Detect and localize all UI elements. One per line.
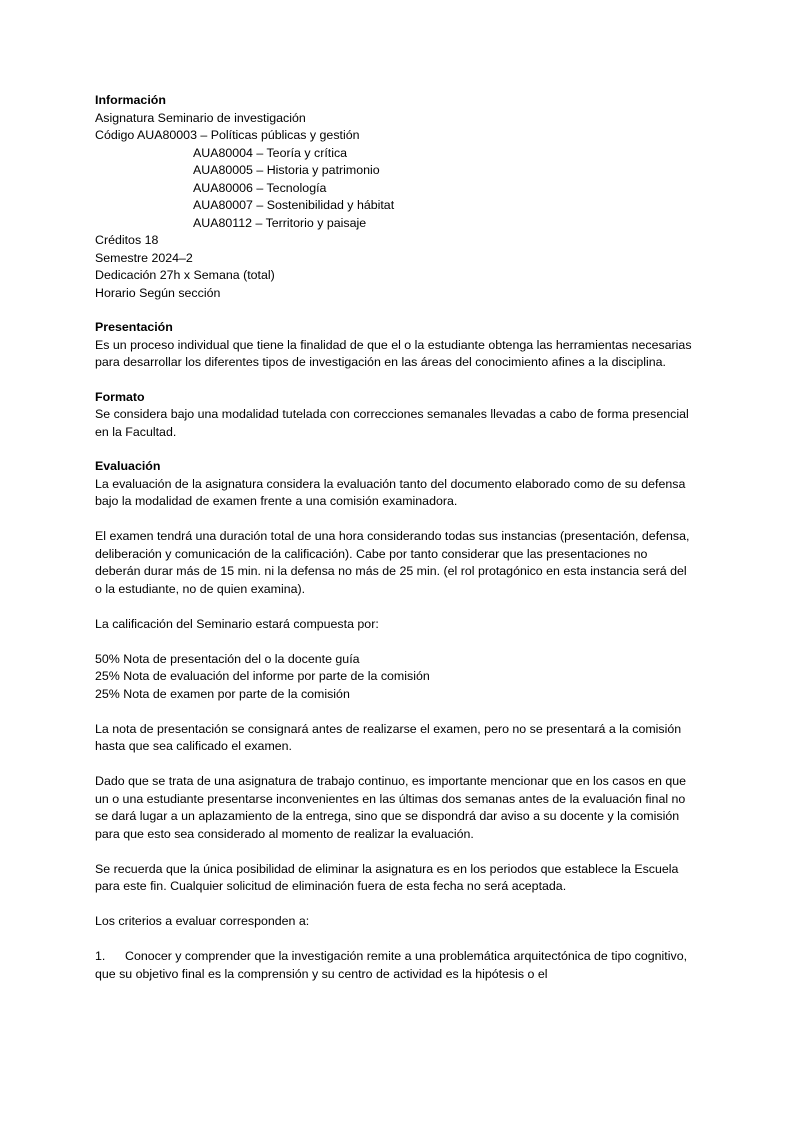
criterio-item-1 <box>95 948 695 983</box>
grade-weight-examen: 25% Nota de examen por parte de la comisión <box>95 686 350 701</box>
info-line-code-aua80004: AUA80004 – Teoría y crítica <box>193 145 348 160</box>
info-line-semestre: Semestre 2024–2 <box>95 250 193 265</box>
document-body <box>95 92 695 983</box>
info-line-codigo: Código AUA80003 – Políticas públicas y gestión <box>95 128 360 142</box>
paragraph-spacer <box>95 633 695 651</box>
info-line-code-aua80112: AUA80112 – Territorio y paisaje <box>193 215 367 230</box>
paragraph-spacer <box>95 756 695 774</box>
paragraph-spacer <box>95 511 695 529</box>
paragraph-spacer <box>95 598 695 616</box>
evaluacion-paragraph-7: Los criterios a evaluar corresponden a: <box>95 914 310 928</box>
paragraph-spacer <box>95 931 695 949</box>
info-line-code-aua80006: AUA80006 – Tecnología <box>193 180 327 195</box>
formato-paragraph: Se considera bajo una modalidad tutelada con correcciones semanales llevadas a cabo de forma presencial en la Facultad. <box>95 407 689 439</box>
info-line-creditos: Créditos 18 <box>95 233 159 247</box>
paragraph-spacer <box>95 896 695 914</box>
evaluacion-paragraph-6: Se recuerda que la única posibilidad de eliminar la asignatura es en los periodos que establece la Escuela para este fin. Cualquier solicitud de eliminación fuera de esta fecha no será aceptada. <box>95 861 679 893</box>
section-gap <box>95 372 695 389</box>
section-informacion <box>95 92 695 302</box>
evaluacion-paragraph-1: La evaluación de la asignatura considera la evaluación tanto del documento elaborado como de su defensa bajo la modalidad de examen frente a una comisión examinadora. <box>95 476 686 508</box>
info-line-dedicacion: Dedicación 27h x Semana (total) <box>95 268 275 282</box>
section-heading: Presentación <box>95 320 173 334</box>
evaluacion-paragraph-2: El examen tendrá una duración total de una hora considerando todas sus instancias (presentación, defensa, deliberación y comunicación de la calificación). Cabe por tanto considerar que las presentaciones no deberán durar más de 15 min. ni la defensa no más de 25 min. (el rol protagónico en esta instancia será del o la estudiante, no de quien examina). <box>95 529 690 596</box>
paragraph-spacer <box>95 843 695 861</box>
criterio-number: 1. <box>95 949 106 963</box>
info-line-code-aua80005: AUA80005 – Historia y patrimonio <box>193 163 380 177</box>
section-formato <box>95 389 695 442</box>
grade-weight-presentacion: 50% Nota de presentación del o la docente guía <box>95 651 360 666</box>
section-heading: Formato <box>95 389 145 404</box>
section-heading: Información <box>95 93 166 107</box>
section-heading: Evaluación <box>95 459 161 473</box>
presentacion-paragraph: Es un proceso individual que tiene la finalidad de que el o la estudiante obtenga las herramientas necesarias para desarrollar los diferentes tipos de investigación en las áreas del conocimiento afines a la disciplina. <box>95 337 692 369</box>
info-line-asignatura: Asignatura Seminario de investigación <box>95 110 306 125</box>
criterio-text: Conocer y comprender que la investigación remite a una problemática arquitectónica de tipo cognitivo, que su objetivo final es la comprensión y su centro de actividad es la hipótesis o el <box>95 949 688 981</box>
evaluacion-paragraph-3: La calificación del Seminario estará compuesta por: <box>95 616 379 631</box>
info-line-horario: Horario Según sección <box>95 285 221 300</box>
section-presentacion <box>95 319 695 372</box>
evaluacion-paragraph-5: Dado que se trata de una asignatura de trabajo continuo, es importante mencionar que en los casos en que un o una estudiante presentarse inconvenientes en las últimas dos semanas antes de la evaluación final no se dará lugar a un aplazamiento de la entrega, sino que se dispondrá dar aviso a su docente y la comisión para que esto sea considerado al momento de realizar la evaluación. <box>95 774 687 841</box>
evaluacion-paragraph-4: La nota de presentación se consignará antes de realizarse el examen, pero no se presentará a la comisión hasta que sea calificado el examen. <box>95 721 682 753</box>
section-gap <box>95 302 695 319</box>
section-gap <box>95 441 695 458</box>
info-line-code-aua80007: AUA80007 – Sostenibilidad y hábitat <box>193 198 395 212</box>
paragraph-spacer <box>95 703 695 721</box>
grade-weight-informe: 25% Nota de evaluación del informe por parte de la comisión <box>95 669 430 683</box>
section-evaluacion <box>95 458 695 983</box>
